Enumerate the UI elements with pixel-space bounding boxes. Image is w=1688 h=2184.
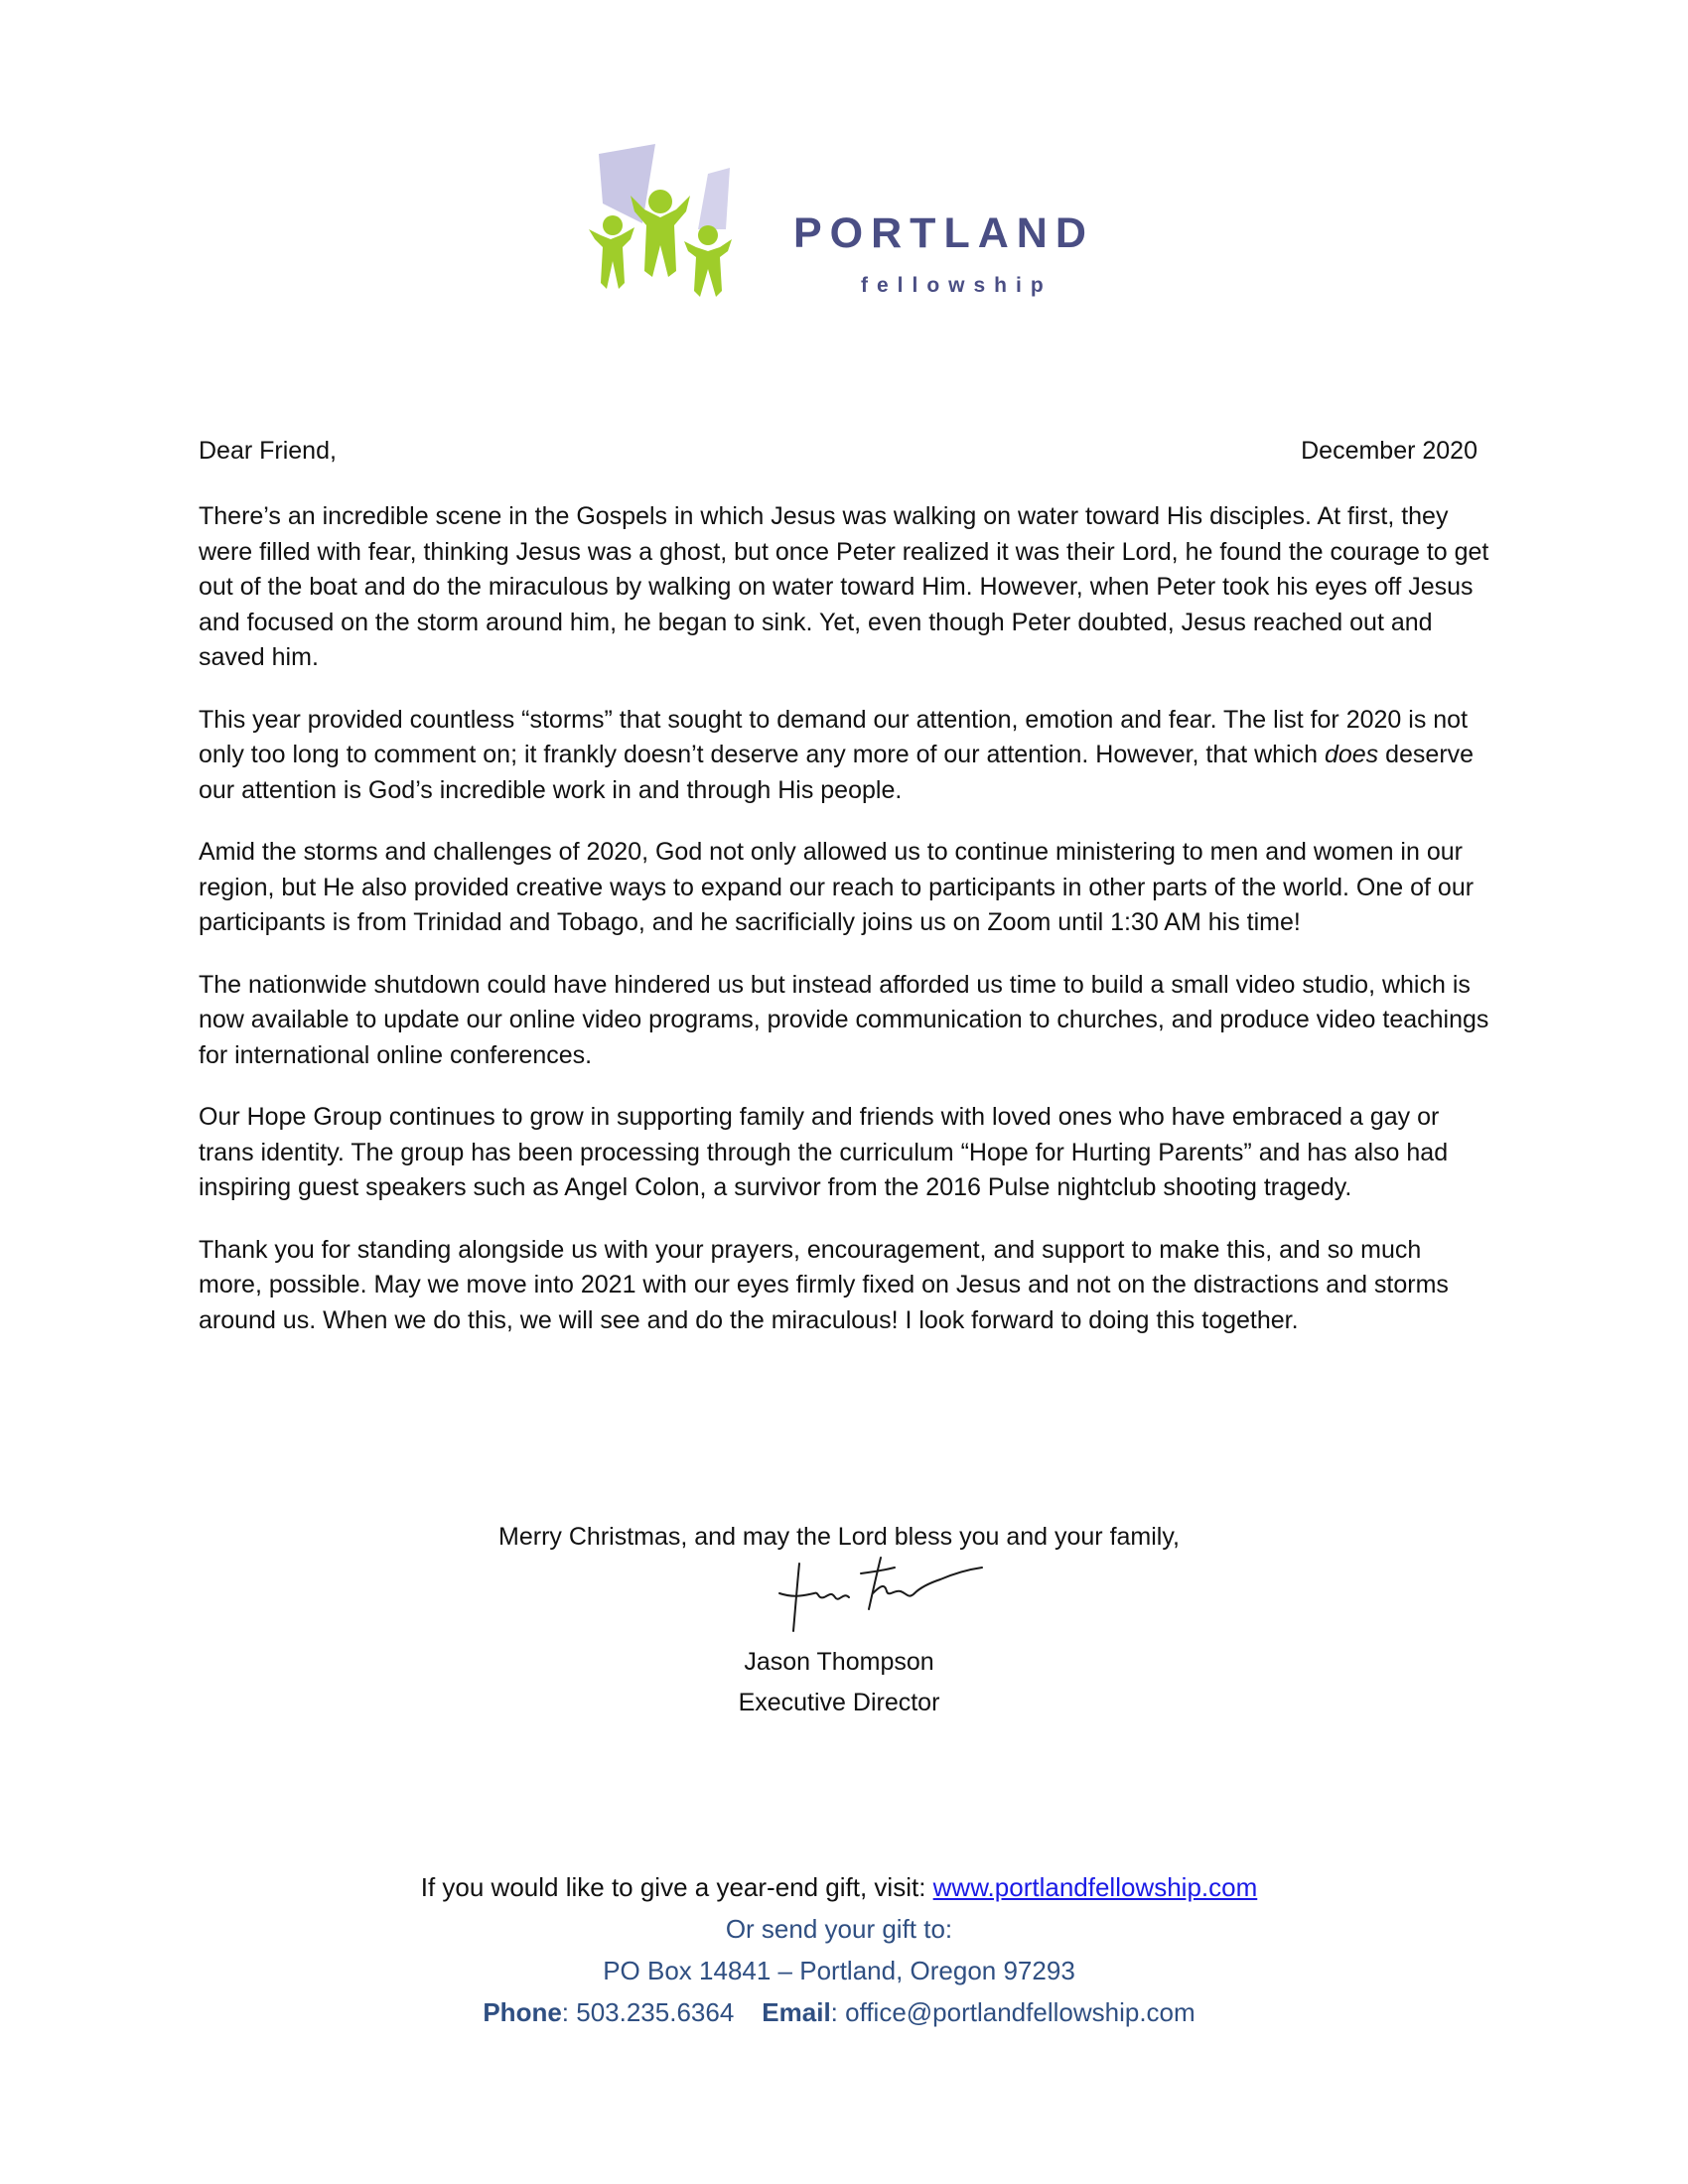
mailing-address: PO Box 14841 – Portland, Oregon 97293 <box>603 1956 1075 1985</box>
signature-graphic <box>770 1554 988 1643</box>
paragraph-5: Our Hope Group continues to grow in supporting family and friends with loved ones who have embraced a gay or trans identity. The group has been processing through the curriculum “Hope for Hurting Parents” and has also had inspiring guest speakers such as Angel Colon, a survivor from the 2016 Pulse nightclub shooting tragedy. <box>199 1103 1449 1201</box>
phone-label: Phone <box>483 1997 562 2027</box>
gift-line <box>199 1866 1479 1908</box>
paragraph-2-start: This year provided countless “storms” that sought to demand our attention, emotion and fear. The list for 2020 is not only too long to comment on; it frankly doesn’t deserve any more of our attention. However, that which <box>199 705 1469 768</box>
logo-name: PORTLAND <box>793 209 1094 257</box>
paragraph-6: Thank you for standing alongside us with your prayers, encouragement, and support to make this, and so much more, possible. May we move into 2021 with our eyes firmly fixed on Jesus and not on the distractions and storms around us. When we do this, we will see and do the miraculous! I look forward to doing this together. <box>199 1235 1449 1334</box>
closing-line: Merry Christmas, and may the Lord bless you and your family, <box>498 1523 1180 1551</box>
paragraph-4: The nationwide shutdown could have hindered us but instead afforded us time to build a small video studio, which is now available to update our online video programs, provide communication to churches, and produce video teachings for international online conferences. <box>199 970 1489 1069</box>
email-label: Email <box>762 1997 831 2027</box>
email-value: : office@portlandfellowship.com <box>830 1997 1196 2027</box>
signer-title: Executive Director <box>738 1689 940 1716</box>
letter-date: December 2020 <box>1301 437 1477 465</box>
paragraph-3: Amid the storms and challenges of 2020, God not only allowed us to continue ministering to men and women in our region, but He also provided creative ways to expand our reach to participants in other parts of the world. One of our participants is from Trinidad and Tobago, and he sacrificially joins us on Zoom until 1:30 AM his time! <box>199 838 1475 936</box>
phone-value: : 503.235.6364 <box>561 1997 735 2027</box>
paragraph-2-end: deserve our attention is God’s incredible work in and through His people. <box>199 741 1475 804</box>
paragraph-1: There’s an incredible scene in the Gospels in which Jesus was walking on water toward His disciples. At first, they were filled with fear, thinking Jesus was a ghost, but once Peter realized it was their Lord, he found the courage to get out of the boat and do the miraculous by walking on water toward Him. However, when Peter took his eyes off Jesus and focused on the storm around him, he began to sink. Yet, even though Peter doubted, Jesus reached out and saved him. <box>199 502 1489 671</box>
paragraph-2 <box>199 703 1489 809</box>
handwritten-signature <box>770 1554 988 1643</box>
contact-line <box>199 1991 1479 2033</box>
signer-name: Jason Thompson <box>744 1648 934 1676</box>
gift-text: If you would like to give a year-end gift, visit: <box>420 1872 933 1902</box>
logo-subtitle: fellowship <box>861 274 1053 297</box>
letter-header <box>199 433 1477 469</box>
send-gift-line: Or send your gift to: <box>725 1914 953 1944</box>
portland-fellowship-logo <box>581 144 1117 323</box>
paragraph-2-emphasis: does <box>1324 741 1379 768</box>
website-link[interactable]: www.portlandfellowship.com <box>932 1872 1258 1902</box>
salutation: Dear Friend, <box>199 437 337 465</box>
letter-body <box>199 499 1489 1365</box>
